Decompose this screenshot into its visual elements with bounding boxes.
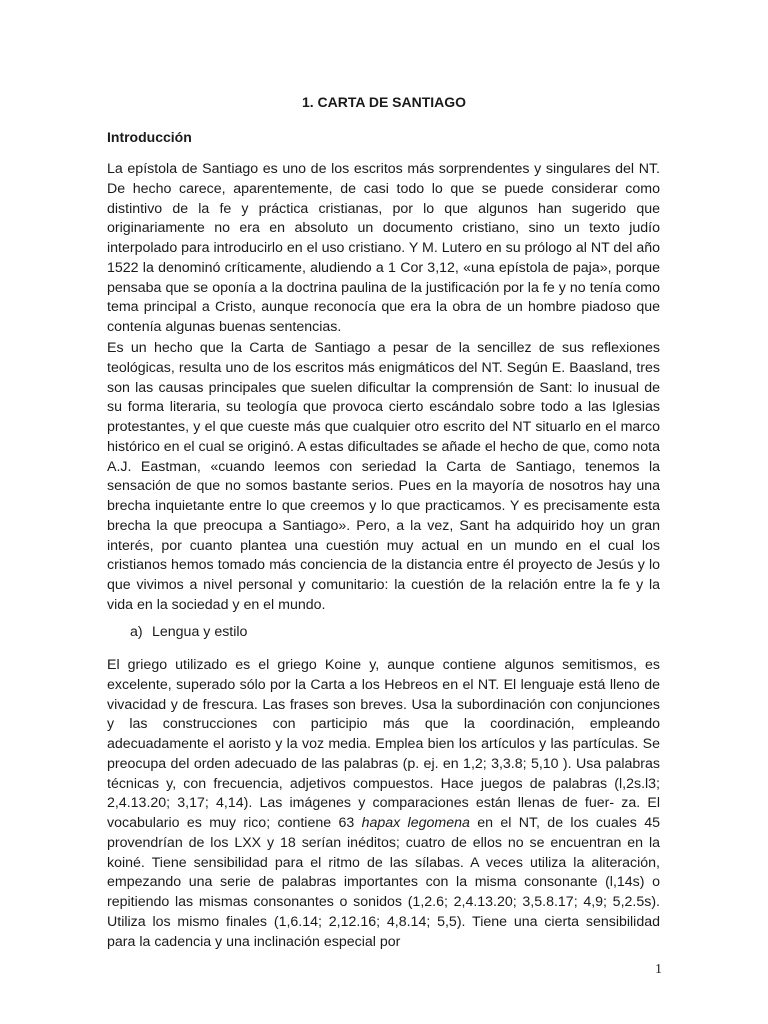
paragraph-lengua-estilo-text-start: El griego utilizado es el griego Koine y, aunque contiene algunos semitismos, es excelente, superado sólo por la Carta a los Hebreos en el NT. El lenguaje está lleno de vivacidad y de frescura. Las frases son breves. Usa la subordinación con conjunciones y las construcciones con participio más que la coordinación, empleando adecuadamente el aoristo y la voz media. Emplea bien los artículos y las partículas. Se preocupa del orden adecuado de las palabras (p. ej. en 1,2; 3,3.8; 5,10 ). Usa palabras técnicas y, con frecuencia, adjetivos compuestos. Hace juegos de palabras (l,2s.l3; 2,4.13.20; 3,17; 4,14). Las imágenes y comparaciones están llenas de fuer- za. El vocabulario es muy rico; contiene 63 [107,657,660,831]
paragraph-lengua-estilo-text-end: en el NT, de los cuales 45 provendrían de los LXX y 18 serían inéditos; cuatro de ellos no se encuentran en la koiné. Tiene sensibilidad para el ritmo de las sílabas. A veces utiliza la aliteración, empezando una serie de palabras importantes con la misma consonante (l,14s) o repitiendo las mismas consonantes o sonidos (1,2.6; 2,4.13.20; 3,5.8.17; 4,9; 5,2.5s). Utiliza los mismo finales (1,6.14; 2,12.16; 4,8.14; 5,5). Tiene una cierta sensibilidad para la cadencia y una inclinación especial por [107,815,661,950]
subsection-label: Lengua y estilo [152,624,248,640]
subsection-marker: a) [130,624,143,640]
subsection-heading-lengua-y-estilo [130,622,247,642]
paragraph-lengua-estilo [107,656,660,952]
section-heading-introduccion: Introducción [107,129,192,145]
hapax-legomena-emphasis: hapax legomena [361,815,470,831]
paragraph-intro-2: Es un hecho que la Carta de Santiago a pesar de la sencillez de sus reflexiones teológicas, resulta uno de los escritos más enigmáticos del NT. Según E. Baasland, tres son las causas principales que suelen dificultar la comprensión de Sant: lo inusual de su forma literaria, su teología que provoca cierto escándalo sobre todo a las Iglesias protestantes, y el que cueste más que cualquier otro escrito del NT situarlo en el marco histórico en el cual se originó. A estas dificultades se añade el hecho de que, como nota A.J. Eastman, «cuando leemos con seriedad la Carta de Santiago, tenemos la sensación de que no somos bastante serios. Pues en la mayoría de nosotros hay una brecha inquietante entre lo que creemos y lo que practicamos. Y es precisamente esta brecha la que preocupa a Santiago». Pero, a la vez, Sant ha adquirido hoy un gran interés, por cuanto plantea una cuestión muy actual en un mundo en el cual los cristianos hemos tomado más conciencia de la distancia entre él proyecto de Jesús y lo que vivimos a nivel personal y comunitario: la cuestión de la relación entre la fe y la vida en la sociedad y en el mundo. [107,340,660,613]
page-number: 1 [655,962,662,977]
paragraph-intro-1: La epístola de Santiago es uno de los escritos más sorprendentes y singulares del NT. De hecho carece, aparentemente, de casi todo lo que se puede considerar como distintivo de la fe y práctica cristianas, por lo que algunos han sugerido que originariamente no era en absoluto un documento cristiano, sino un texto judío interpolado para introducirlo en el uso cristiano. Y M. Lutero en su prólogo al NT del año 1522 la denominó críticamente, aludiendo a 1 Cor 3,12, «una epístola de paja», porque pensaba que se oponía a la doctrina paulina de la justificación por la fe y no tenía como tema principal a Cristo, aunque reconocía que era la obra de un hombre piadoso que contenía algunas buenas sentencias. [107,161,660,335]
document-title: 1. CARTA DE SANTIAGO [301,94,467,110]
